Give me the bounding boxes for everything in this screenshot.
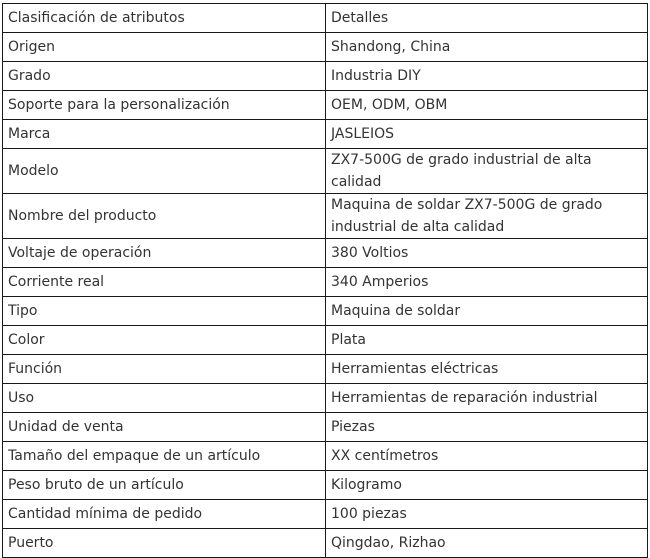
table-row [3,384,648,413]
attribute-name: Origen [3,33,326,62]
attribute-value: 340 Amperios [326,268,648,297]
attribute-name: Unidad de venta [3,413,326,442]
attribute-value: ZX7-500G de grado industrial de alta calidad [326,149,648,194]
table-row [3,500,648,529]
table-row [3,194,648,239]
attribute-value: 380 Voltios [326,239,648,268]
attribute-value: 100 piezas [326,500,648,529]
attributes-table [2,3,648,558]
attribute-value: JASLEIOS [326,120,648,149]
table-row [3,62,648,91]
table-row [3,297,648,326]
attribute-value: Maquina de soldar [326,297,648,326]
attribute-value: OEM, ODM, OBM [326,91,648,120]
attribute-value: Industria DIY [326,62,648,91]
attribute-name: Soporte para la personalización [3,91,326,120]
header-attribute: Clasificación de atributos [3,4,326,33]
table-row [3,33,648,62]
attribute-name: Tipo [3,297,326,326]
attribute-name: Nombre del producto [3,194,326,239]
table-row [3,239,648,268]
table-row [3,413,648,442]
attribute-value: Plata [326,326,648,355]
header-details: Detalles [326,4,648,33]
table-row [3,529,648,558]
attribute-value: Maquina de soldar ZX7-500G de grado industrial de alta calidad [326,194,648,239]
attribute-name: Color [3,326,326,355]
table-row [3,355,648,384]
attribute-value: Piezas [326,413,648,442]
attribute-value: Herramientas de reparación industrial [326,384,648,413]
table-row [3,471,648,500]
attribute-name: Uso [3,384,326,413]
table-header-row [3,4,648,33]
table-row [3,149,648,194]
table-row [3,91,648,120]
attribute-name: Corriente real [3,268,326,297]
table-row [3,326,648,355]
attribute-value: Qingdao, Rizhao [326,529,648,558]
attribute-name: Función [3,355,326,384]
attribute-value: Kilogramo [326,471,648,500]
attribute-name: Grado [3,62,326,91]
attribute-name: Tamaño del empaque de un artículo [3,442,326,471]
table-row [3,268,648,297]
attribute-name: Peso bruto de un artículo [3,471,326,500]
attribute-value: Shandong, China [326,33,648,62]
attribute-name: Voltaje de operación [3,239,326,268]
attribute-name: Modelo [3,149,326,194]
attribute-name: Cantidad mínima de pedido [3,500,326,529]
attribute-value: XX centímetros [326,442,648,471]
table-row [3,120,648,149]
attribute-name: Marca [3,120,326,149]
attribute-name: Puerto [3,529,326,558]
attribute-value: Herramientas eléctricas [326,355,648,384]
table-row [3,442,648,471]
